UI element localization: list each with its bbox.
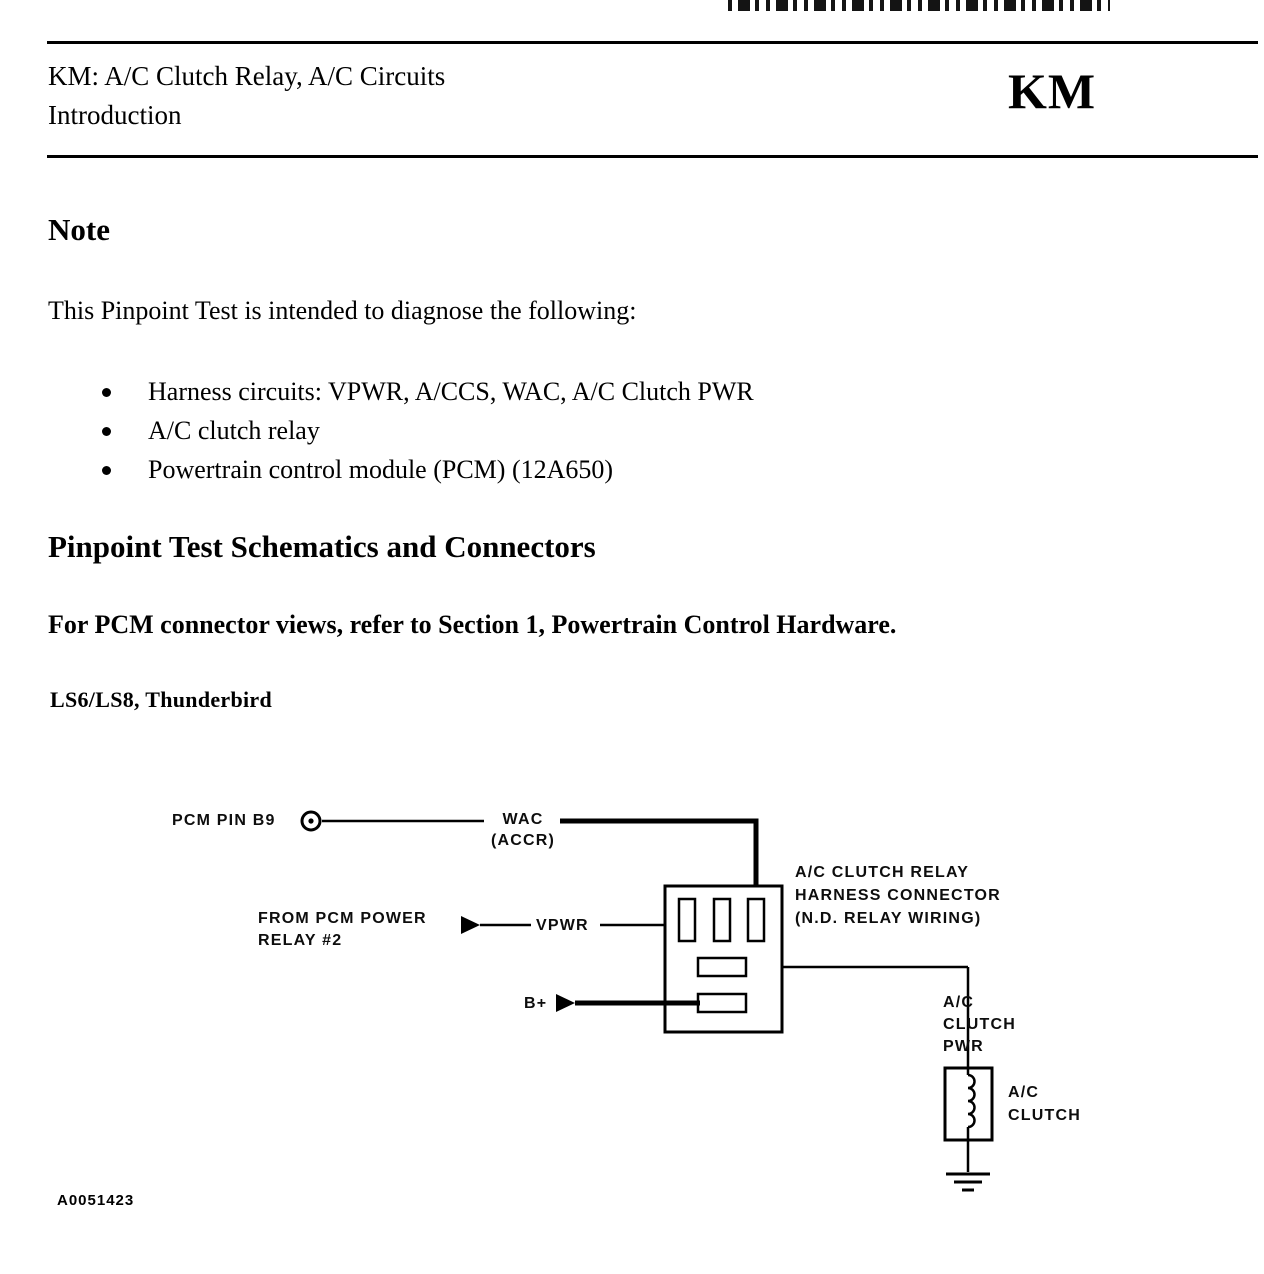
vpwr-label: VPWR	[536, 917, 589, 934]
pcm-pin-label: PCM PIN B9	[172, 812, 276, 829]
section-code: KM	[1008, 63, 1097, 119]
relay-harness-label-line2: HARNESS CONNECTOR	[795, 887, 1001, 904]
accr-label: (ACCR)	[490, 832, 556, 849]
clutch-pwr-label-line1: A/C	[943, 994, 975, 1011]
pcm-connector-note: For PCM connector views, refer to Section 1, Powertrain Control Hardware.	[48, 610, 897, 639]
clutch-pwr-label-line2: CLUTCH	[943, 1016, 1016, 1033]
relay-harness-label-line1: A/C CLUTCH RELAY	[795, 864, 970, 881]
ac-clutch-label-line2: CLUTCH	[1008, 1107, 1081, 1124]
note-heading: Note	[48, 212, 110, 247]
coil-symbol	[968, 1075, 975, 1127]
list-item: Harness circuits: VPWR, A/CCS, WAC, A/C Clutch PWR	[100, 372, 754, 411]
ground-icon	[946, 1174, 990, 1190]
relay-harness-label-line3: (N.D. RELAY WIRING)	[795, 910, 982, 927]
from-pcm-power-label-line2: RELAY #2	[258, 932, 343, 949]
list-item: Powertrain control module (PCM) (12A650)	[100, 450, 754, 489]
bplus-label: B+	[524, 995, 548, 1012]
pcm-pin-dot-icon	[308, 818, 313, 823]
bplus-arrow-icon	[556, 994, 575, 1012]
note-intro: This Pinpoint Test is intended to diagnose the following:	[48, 296, 637, 325]
variant-label: LS6/LS8, Thunderbird	[50, 687, 273, 712]
doc-title-line2: Introduction	[48, 100, 182, 130]
doc-title-line1: KM: A/C Clutch Relay, A/C Circuits	[48, 61, 446, 91]
list-item: A/C clutch relay	[100, 411, 754, 450]
clutch-pwr-label-line3: PWR	[943, 1038, 984, 1055]
ac-clutch-label-line1: A/C	[1008, 1084, 1040, 1101]
relay-contact-slot	[698, 958, 746, 976]
relay-pin-slot	[748, 899, 764, 941]
schematics-heading: Pinpoint Test Schematics and Connectors	[48, 529, 596, 564]
relay-pin-slot	[714, 899, 730, 941]
wac-label: WAC	[502, 811, 544, 828]
relay-contact-slot	[698, 994, 746, 1012]
vpwr-arrow-icon	[461, 916, 480, 934]
from-pcm-power-label-line1: FROM PCM POWER	[258, 910, 427, 927]
relay-pin-slot	[679, 899, 695, 941]
figure-id: A0051423	[57, 1192, 135, 1209]
